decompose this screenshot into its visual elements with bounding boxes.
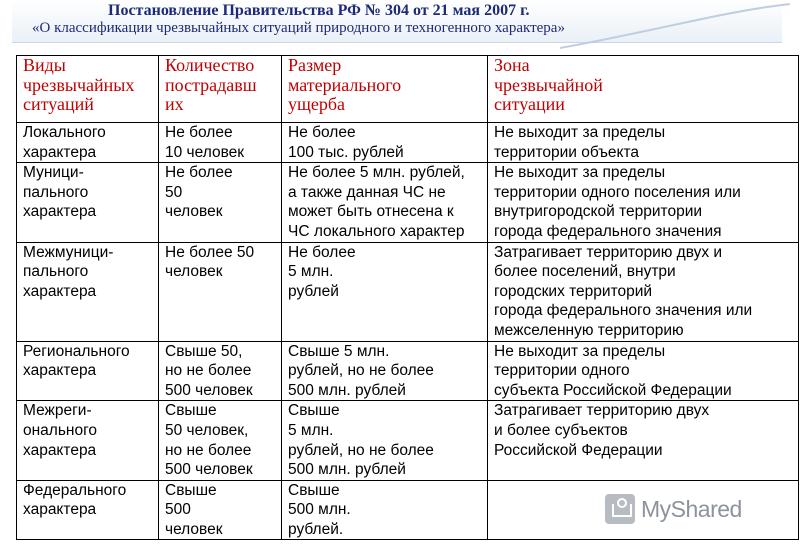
row-victims: Не более 50 человек: [159, 242, 282, 341]
table-header-row: [17, 56, 799, 123]
page-subtitle: «О классификации чрезвычайных ситуаций природного и техногенного характера»: [32, 20, 565, 36]
row-type: Муници- пального характера: [17, 163, 159, 242]
row-victims: Свыше 50, но не более 500 человек: [159, 341, 282, 401]
table-row: [17, 341, 799, 401]
row-zone: Затрагивает территорию двух и более субъектов Российской Федерации: [488, 401, 799, 480]
row-zone: Не выходит за пределы территории объекта: [488, 123, 799, 163]
watermark: [605, 492, 775, 526]
row-zone: Не выходит за пределы территории одного поселения или внутригородской территории города федерального значения: [488, 163, 799, 242]
row-damage: Свыше 500 млн. рублей.: [282, 480, 488, 540]
header-zone: Зона чрезвычайной ситуации: [488, 56, 799, 123]
page-title: Постановление Правительства РФ № 304 от 21 мая 2007 г.: [108, 2, 530, 19]
table-row: [17, 163, 799, 242]
row-victims: Свыше 500 человек: [159, 480, 282, 540]
row-zone: Затрагивает территорию двух и более поселений, внутри городских территорий города федерального значения или межселенную территорию: [488, 242, 799, 341]
row-victims: Не более 10 человек: [159, 123, 282, 163]
row-type: Межреги- онального характера: [17, 401, 159, 480]
header-victims: Количество пострадавш их: [159, 56, 282, 123]
row-type: Федерального характера: [17, 480, 159, 540]
row-damage: Не более 5 млн. рублей: [282, 242, 488, 341]
watermark-text: MyShared: [641, 495, 742, 522]
table-row: [17, 123, 799, 163]
header-damage: Размер материального ущерба: [282, 56, 488, 123]
row-victims: Не более 50 человек: [159, 163, 282, 242]
classification-table: [16, 55, 799, 540]
row-damage: Свыше 5 млн. рублей, но не более 500 млн. рублей: [282, 401, 488, 480]
row-type: Межмуници- пального характера: [17, 242, 159, 341]
table-row: [17, 242, 799, 341]
header-type: Виды чрезвычайных ситуаций: [17, 56, 159, 123]
row-damage: Свыше 5 млн. рублей, но не более 500 млн. рублей: [282, 341, 488, 401]
row-victims: Свыше 50 человек, но не более 500 человек: [159, 401, 282, 480]
presentation-icon: [605, 494, 635, 524]
row-type: Локального характера: [17, 123, 159, 163]
row-zone: Не выходит за пределы территории одного субъекта Российской Федерации: [488, 341, 799, 401]
row-damage: Не более 5 млн. рублей, а также данная ЧС не может быть отнесена к ЧС локального характер: [282, 163, 488, 242]
table-row: [17, 401, 799, 480]
row-damage: Не более 100 тыс. рублей: [282, 123, 488, 163]
row-type: Регионального характера: [17, 341, 159, 401]
